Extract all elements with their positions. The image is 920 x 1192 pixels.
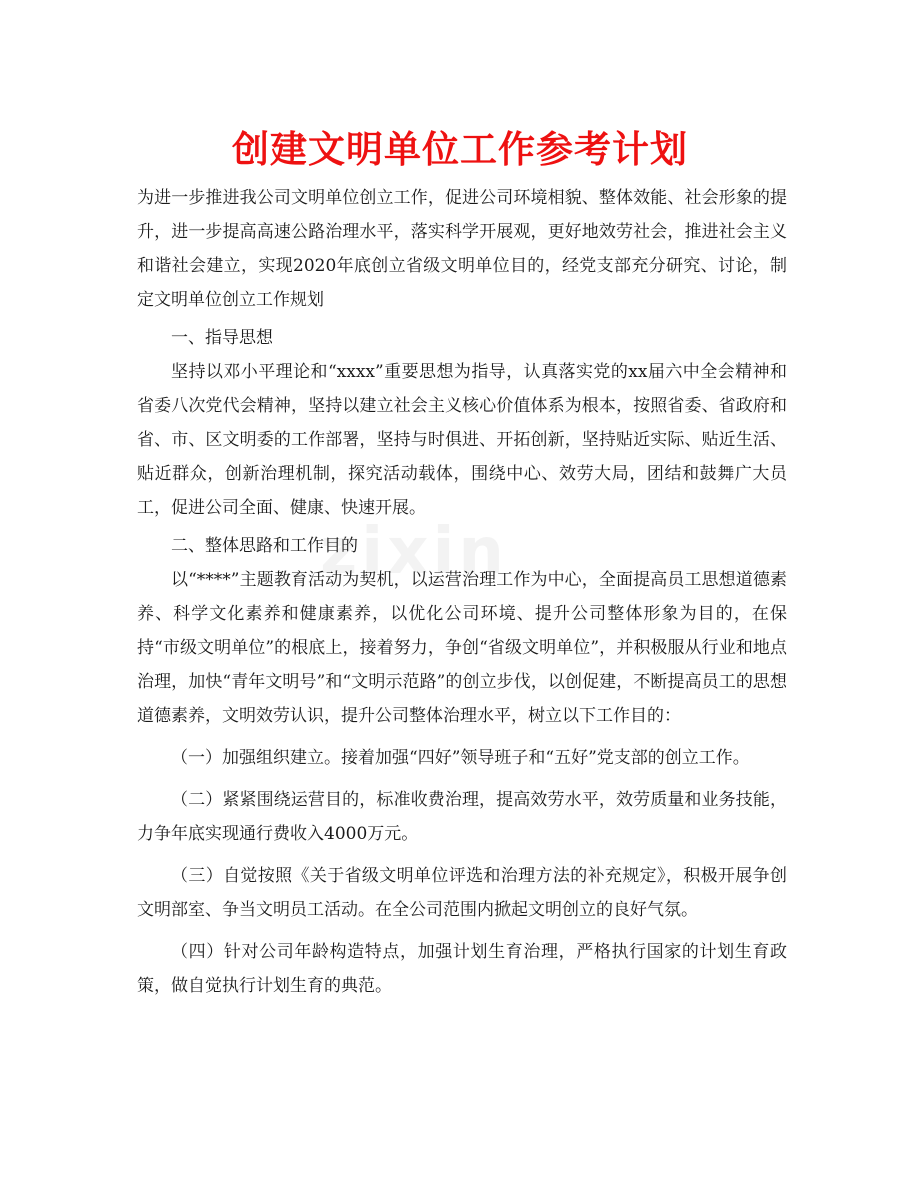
list-item: （一）加强组织建立。接着加强“四好”领导班子和“五好”党支部的创立工作。	[171, 748, 750, 768]
section-heading-overall-plan: 二、整体思路和工作目的	[171, 536, 358, 556]
section-heading-guiding-thought: 一、指导思想	[171, 328, 273, 348]
intro-paragraph: 为进一步推进我公司文明单位创立工作，促进公司环境相貌、整体效能、社会形象的提升，进一步提高高速公路治理水平，落实科学开展观，更好地效劳社会，推进社会主义和谐社会建立，实现2020年底创立省级文明单位目的，经党支部充分研究、讨论，制定文明单位创立工作规划	[137, 188, 787, 310]
list-item: （二）紧紧围绕运营目的，标准收费治理，提高效劳水平，效劳质量和业务技能，力争年底实现通行费收入4000万元。	[137, 790, 787, 844]
watermark-text: zixin	[320, 515, 508, 589]
section-body-overall-plan: 以“****”主题教育活动为契机，以运营治理工作为中心，全面提高员工思想道德素养、科学文化素养和健康素养，以优化公司环境、提升公司整体形象为目的，在保持“市级文明单位”的根底上，接着努力，争创“省级文明单位”，并积极服从行业和地点治理，加快“青年文明号”和“文明示范路”的创立步伐，以创促建，不断提高员工的思想道德素养，文明效劳认识，提升公司整体治理水平，树立以下工作目的：	[137, 570, 787, 726]
list-item: （四）针对公司年龄构造特点，加强计划生育治理，严格执行国家的计划生育政策，做自觉执行计划生育的典范。	[137, 942, 787, 996]
document-title: 创建文明单位工作参考计划	[232, 128, 688, 171]
section-body-guiding-thought: 坚持以邓小平理论和“xxxx”重要思想为指导，认真落实党的xx届六中全会精神和省委八次党代会精神，坚持以建立社会主义核心价值体系为根本，按照省委、省政府和省、市、区文明委的工作部署，坚持与时俱进、开拓创新，坚持贴近实际、贴近生活、贴近群众，创新治理机制，探究活动载体，围绕中心、效劳大局，团结和鼓舞广大员工，促进公司全面、健康、快速开展。	[137, 362, 787, 518]
document-body	[137, 181, 787, 1011]
list-item: （三）自觉按照《关于省级文明单位评选和治理方法的补充规定》，积极开展争创文明部室、争当文明员工活动。在全公司范围内掀起文明创立的良好气氛。	[137, 866, 787, 920]
